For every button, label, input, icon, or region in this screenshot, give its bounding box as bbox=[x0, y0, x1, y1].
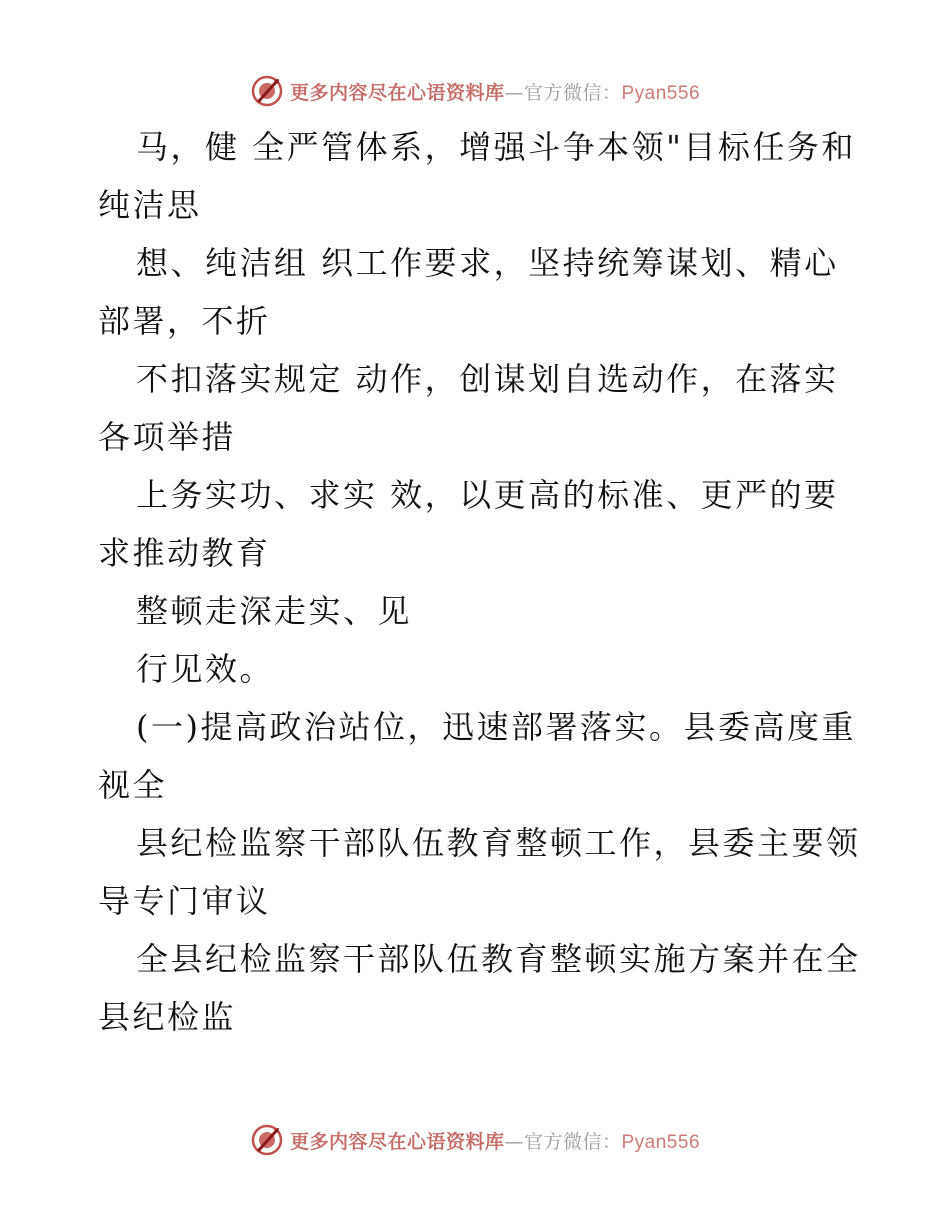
text-line: 县纪检监察干部队伍教育整顿工作，县委主要领 bbox=[136, 824, 861, 862]
pen-logo-icon bbox=[250, 1123, 284, 1157]
text-line: 部署，不折 bbox=[98, 302, 271, 340]
watermark-wechat-id: Pyan556 bbox=[621, 1131, 701, 1153]
text-line: 行见效。 bbox=[136, 650, 275, 688]
watermark-brand: 更多内容尽在心语资料库 bbox=[289, 81, 505, 104]
text-line: 纯洁思 bbox=[98, 186, 202, 224]
watermark-dash: — bbox=[504, 1130, 524, 1153]
watermark-brand: 更多内容尽在心语资料库 bbox=[289, 1130, 505, 1153]
document-body bbox=[98, 118, 861, 1046]
footer-watermark bbox=[0, 1120, 950, 1160]
watermark-wechat-label: 官方微信： bbox=[523, 81, 622, 104]
text-line: 各项举措 bbox=[98, 418, 237, 456]
text-line: 马，健 全严管体系，增强斗争本领"目标任务和 bbox=[136, 128, 856, 166]
text-line: (一)提高政治站位，迅速部署落实。县委高度重 bbox=[136, 708, 856, 746]
watermark-text bbox=[290, 1127, 700, 1154]
header-watermark bbox=[0, 71, 950, 111]
watermark-wechat-label: 官方微信： bbox=[523, 1130, 622, 1153]
text-line: 整顿走深走实、见 bbox=[136, 592, 413, 630]
text-line: 全县纪检监察干部队伍教育整顿实施方案并在全 bbox=[136, 940, 861, 978]
text-line: 导专门审议 bbox=[98, 882, 271, 920]
text-line: 县纪检监 bbox=[98, 998, 237, 1036]
watermark-wechat-id: Pyan556 bbox=[621, 82, 701, 104]
watermark-dash: — bbox=[504, 81, 524, 104]
pen-logo-icon bbox=[250, 74, 284, 108]
text-line: 想、纯洁组 织工作要求，坚持统筹谋划、精心 bbox=[136, 244, 839, 282]
watermark-text bbox=[290, 78, 700, 105]
text-line: 视全 bbox=[98, 766, 168, 804]
text-line: 求推动教育 bbox=[98, 534, 271, 572]
text-line: 上务实功、求实 效，以更高的标准、更严的要 bbox=[136, 476, 839, 514]
text-line: 不扣落实规定 动作，创谋划自选动作，在落实 bbox=[136, 360, 839, 398]
